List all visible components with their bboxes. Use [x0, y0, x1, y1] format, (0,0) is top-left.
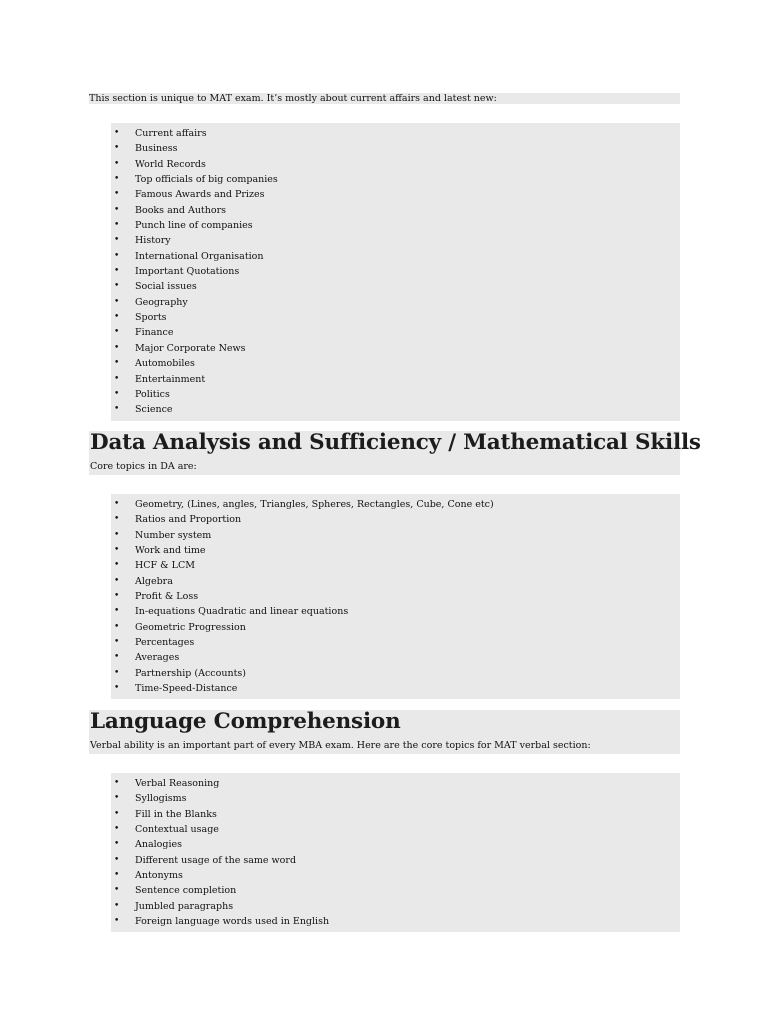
list-item-text: Ratios and Proportion	[135, 514, 242, 526]
list-item	[111, 650, 680, 665]
bullet-icon: •	[114, 342, 120, 353]
list-item	[111, 914, 680, 929]
list-item-text: Important Quotations	[135, 266, 240, 278]
bullet-icon: •	[114, 204, 120, 215]
bullet-icon: •	[114, 916, 120, 927]
bullet-icon: •	[114, 854, 120, 865]
list-item-text: Work and time	[135, 545, 206, 557]
list-item-text: Syllogisms	[135, 793, 187, 805]
bullet-icon: •	[114, 266, 120, 277]
bullet-icon: •	[114, 514, 120, 525]
list-item-text: Business	[135, 143, 178, 155]
list-item	[111, 279, 680, 294]
language-section-header	[89, 710, 680, 754]
list-item-text: Punch line of companies	[135, 220, 253, 232]
list-item	[111, 310, 680, 325]
list-item-text: Social issues	[135, 281, 197, 293]
list-item	[111, 512, 680, 527]
list-item-text: Geometric Progression	[135, 621, 246, 633]
list-item-text: Different usage of the same word	[135, 854, 297, 866]
list-item	[111, 620, 680, 635]
list-item-text: International Organisation	[135, 250, 264, 262]
language-subtext: Verbal ability is an important part of every MBA exam. Here are the core topics for MAT verbal section:	[90, 740, 591, 751]
bullet-icon: •	[114, 312, 120, 323]
list-item-text: Science	[135, 404, 173, 416]
list-item	[111, 635, 680, 650]
bullet-icon: •	[114, 637, 120, 648]
list-item-text: Antonyms	[135, 870, 183, 882]
list-item	[111, 295, 680, 310]
list-item-text: Contextual usage	[135, 824, 219, 836]
list-item-text: Finance	[135, 327, 174, 339]
list-item	[111, 233, 680, 248]
bullet-icon: •	[114, 808, 120, 819]
bullet-icon: •	[114, 327, 120, 338]
list-item-text: Current affairs	[135, 128, 207, 139]
list-item	[111, 341, 680, 356]
bullet-icon: •	[114, 529, 120, 540]
data-analysis-heading: Data Analysis and Sufficiency / Mathematical Skills	[90, 430, 701, 455]
list-item	[111, 666, 680, 681]
bullet-icon: •	[114, 885, 120, 896]
list-item-text: Foreign language words used in English	[135, 916, 330, 928]
list-item	[111, 372, 680, 387]
bullet-icon: •	[114, 870, 120, 881]
bullet-icon: •	[114, 575, 120, 586]
list-item	[111, 325, 680, 340]
list-item-text: Entertainment	[135, 373, 206, 385]
language-topics-list	[111, 773, 680, 932]
list-item	[111, 604, 680, 619]
list-item-text: History	[135, 235, 171, 247]
bullet-icon: •	[114, 220, 120, 231]
list-item-text: Geography	[135, 296, 188, 308]
list-item	[111, 899, 680, 914]
bullet-icon: •	[114, 373, 120, 384]
list-item	[111, 402, 680, 417]
list-item	[111, 853, 680, 868]
list-item-text: Jumbled paragraphs	[135, 900, 234, 912]
bullet-icon: •	[114, 606, 120, 617]
list-item	[111, 574, 680, 589]
list-item	[111, 791, 680, 806]
data-analysis-topics-list	[111, 494, 680, 699]
list-item-text: World Records	[135, 158, 206, 170]
gk-topics-list	[111, 123, 680, 421]
list-item	[111, 497, 680, 512]
list-item	[111, 883, 680, 898]
list-item	[111, 776, 680, 791]
bullet-icon: •	[114, 250, 120, 261]
list-item-text: Geometry, (Lines, angles, Triangles, Spheres, Rectangles, Cube, Cone etc)	[135, 499, 494, 510]
bullet-icon: •	[114, 174, 120, 185]
list-item	[111, 356, 680, 371]
data-analysis-subtext: Core topics in DA are:	[90, 461, 197, 472]
list-item-text: Profit & Loss	[135, 591, 199, 603]
list-item-text: Time-Speed-Distance	[135, 683, 238, 695]
language-heading: Language Comprehension	[90, 709, 401, 734]
list-item	[111, 264, 680, 279]
list-item	[111, 126, 680, 141]
list-item	[111, 141, 680, 156]
bullet-icon: •	[114, 143, 120, 154]
intro-text: This section is unique to MAT exam. It’s mostly about current affairs and latest new:	[89, 93, 680, 104]
bullet-icon: •	[114, 499, 120, 509]
list-item-text: Verbal Reasoning	[135, 778, 220, 789]
bullet-icon: •	[114, 404, 120, 415]
list-item	[111, 543, 680, 558]
bullet-icon: •	[114, 358, 120, 369]
list-item	[111, 822, 680, 837]
bullet-icon: •	[114, 388, 120, 399]
bullet-icon: •	[114, 281, 120, 292]
bullet-icon: •	[114, 839, 120, 850]
list-item-text: Analogies	[135, 839, 183, 851]
bullet-icon: •	[114, 128, 120, 138]
list-item-text: Averages	[135, 652, 180, 664]
list-item-text: Automobiles	[135, 358, 195, 370]
list-item	[111, 807, 680, 822]
list-item	[111, 589, 680, 604]
bullet-icon: •	[114, 235, 120, 246]
list-item	[111, 249, 680, 264]
bullet-icon: •	[114, 683, 120, 694]
data-analysis-section-header	[89, 430, 701, 475]
bullet-icon: •	[114, 591, 120, 602]
bullet-icon: •	[114, 158, 120, 169]
bullet-icon: •	[114, 560, 120, 571]
list-item-text: Books and Authors	[135, 204, 227, 216]
bullet-icon: •	[114, 793, 120, 804]
list-item-text: Sentence completion	[135, 885, 237, 897]
list-item	[111, 218, 680, 233]
list-item	[111, 837, 680, 852]
bullet-icon: •	[114, 824, 120, 835]
list-item	[111, 528, 680, 543]
list-item	[111, 172, 680, 187]
list-item	[111, 387, 680, 402]
bullet-icon: •	[114, 900, 120, 911]
bullet-icon: •	[114, 189, 120, 200]
bullet-icon: •	[114, 652, 120, 663]
list-item	[111, 558, 680, 573]
list-item-text: Fill in the Blanks	[135, 808, 217, 820]
bullet-icon: •	[114, 296, 120, 307]
list-item	[111, 157, 680, 172]
list-item-text: Sports	[135, 312, 167, 324]
list-item-text: Percentages	[135, 637, 195, 649]
list-item-text: Famous Awards and Prizes	[135, 189, 265, 201]
list-item-text: Number system	[135, 529, 212, 541]
list-item-text: Politics	[135, 388, 170, 400]
list-item-text: Algebra	[135, 575, 173, 587]
list-item-text: Major Corporate News	[135, 342, 246, 354]
list-item	[111, 203, 680, 218]
list-item-text: HCF & LCM	[135, 560, 195, 572]
list-item-text: Partnership (Accounts)	[135, 667, 246, 679]
bullet-icon: •	[114, 621, 120, 632]
bullet-icon: •	[114, 667, 120, 678]
list-item	[111, 681, 680, 696]
list-item-text: In-equations Quadratic and linear equations	[135, 606, 349, 618]
bullet-icon: •	[114, 778, 120, 788]
list-item	[111, 187, 680, 202]
list-item	[111, 868, 680, 883]
list-item-text: Top officials of big companies	[135, 174, 278, 186]
bullet-icon: •	[114, 545, 120, 556]
